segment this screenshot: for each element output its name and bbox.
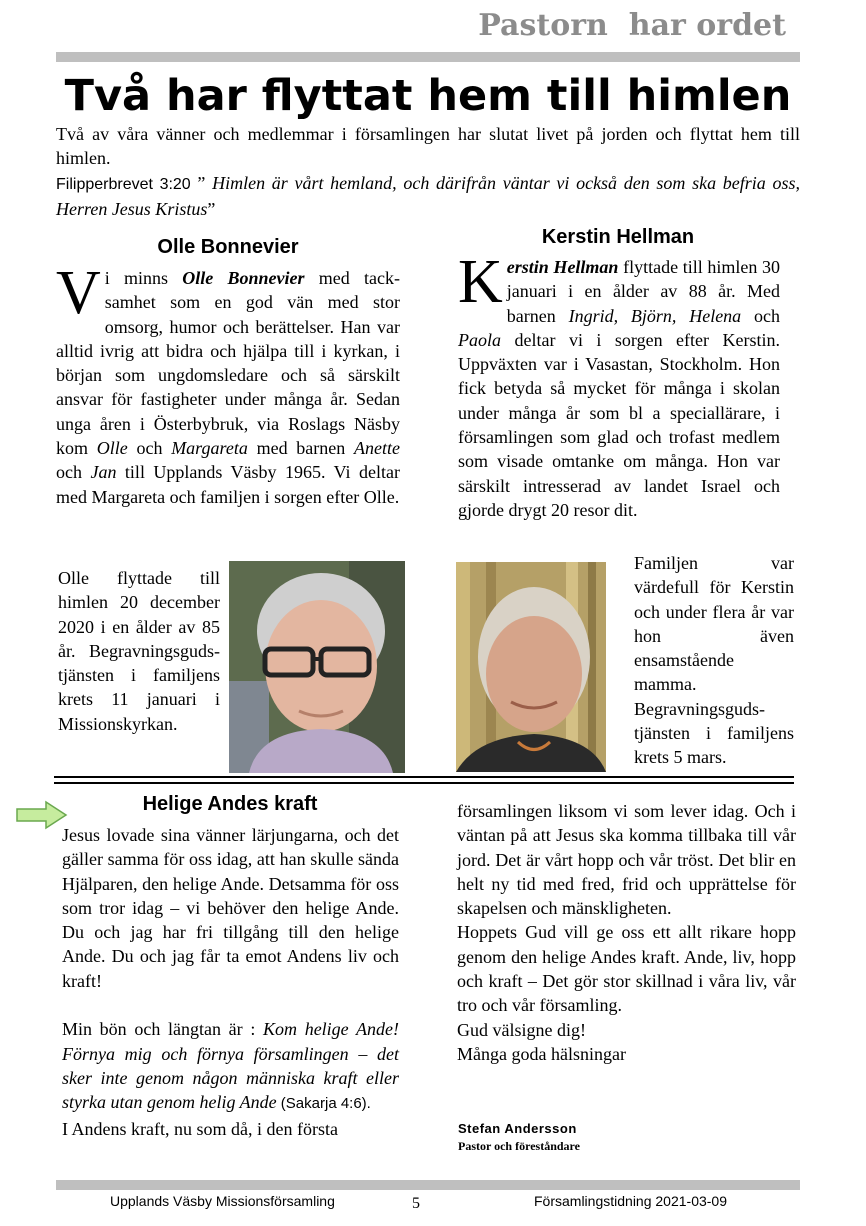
olle-text-part: till Upplands Väsby 1965. Vi deltar med Margareta och familjen i sorgen efter Olle. (56, 462, 401, 507)
blank-line (62, 993, 399, 1017)
right-column-text (457, 799, 796, 1066)
andes-text (62, 823, 399, 1141)
kerstin-heading: Kerstin Hellman (541, 226, 695, 248)
bible-quote: Himlen är vårt hemland, och därifrån väntar vi också den som ska befria oss, Herren Jesus Kristus (56, 172, 800, 219)
footer-rule (56, 1180, 800, 1190)
header-rule (56, 52, 800, 62)
olle-name-italic: Olle (96, 438, 128, 459)
quote-open: ” (190, 172, 213, 193)
bible-reference: Filipperbrevet 3:20 (56, 175, 191, 193)
olle-text-part: och (56, 462, 91, 483)
margareta-name: Margareta (171, 438, 248, 459)
greeting: Många goda hälsningar (457, 1043, 626, 1064)
olle-heading: Olle Bonnevier (157, 236, 299, 258)
kerstin-photo (456, 562, 606, 772)
olle-text-part: i minns (104, 268, 183, 288)
col2-paragraph-1: församlingen liksom vi som lever idag. Och i väntan på att Jesus ska komma tillbaka till vår jord. Det är vårt hopp och vår tröst. Det blir en helt ny tid med fred, frid och upprättelse för skapelsen och mänskligheten. (457, 801, 796, 919)
olle-text-part: med barnen (247, 438, 355, 459)
andes-paragraph-2 (62, 1017, 399, 1116)
arrow-right-icon (16, 800, 68, 830)
intro-paragraph: Två av våra vänner och medlemmar i församlingen har slutat livet på jorden och flyttat hem till himlen. (56, 124, 800, 169)
signature-name: Stefan Andersson (458, 1121, 577, 1136)
intro-text (56, 122, 800, 221)
kerstin-text-part: och (741, 305, 780, 326)
section-divider (54, 782, 794, 784)
signature-title: Pastor och föreståndare (458, 1139, 580, 1153)
andes-heading: Helige Andes kraft (142, 793, 318, 815)
kerstin-text-part: flyttade till himlen 30 januari i en ålder av 88 år. Med barnen (506, 257, 780, 326)
kerstin-text-part: deltar vi i sorgen efter Kerstin. Uppväxten var i Vasastan, Stockholm. Hon fick betyda så mycket för många i skolan under många år som bl a speciallärare, i församlingen som glad och trofast medlem som visade omtanke om många. Hon var särskilt intresserad av landet Israel och gjorde drygt 20 resor dit. (458, 329, 780, 520)
olle-dropcap: V (56, 259, 101, 327)
blessing: Gud välsigne dig! (457, 1019, 586, 1040)
footer-publication: Församlingstidning 2021-03-09 (534, 1193, 727, 1209)
kerstin-text (458, 248, 780, 522)
olle-text-part: med tack-samhet som en god vän med stor omsorg, humor och berättelser. Han var alltid ivrig att bidra och hjälpa till i kyrkan, i början som ungdomsledare och så särskilt ansvar för fastigheter under många år. Sedan unga åren i Österbybruk, via Roslags Näsby kom (56, 268, 401, 459)
prayer-text: Kom helige Ande! Förnya mig och förnya församlingen – det sker inte genom någon människa kraft eller styrka utan genom helig Ande (62, 1019, 400, 1113)
prayer-lead: Min bön och längtan är : (62, 1019, 264, 1040)
olle-name: Olle Bonnevier (182, 268, 305, 288)
paola-name: Paola (458, 329, 501, 350)
olle-details: Olle flyttade till himlen 20 december 2020 i en ålder av 85 år. Begravningsguds-tjänsten i familjens krets 11 januari i Missionskyrkan. (58, 568, 220, 734)
section-divider (54, 776, 794, 778)
page-number: 5 (412, 1195, 420, 1212)
kerstin-dropcap: K (458, 248, 503, 316)
quote-close: ” (207, 198, 216, 219)
kerstin-details: Familjen var värdefull för Kerstin och under flera år var hon även ensamstående mamma. Begravningsguds-tjänsten i familjens krets 5 mars. (634, 553, 794, 768)
jan-name: Jan (90, 462, 117, 483)
olle-text (56, 259, 401, 509)
sakarja-reference: (Sakarja 4:6). (276, 1095, 371, 1113)
main-title: Två har flyttat hem till himlen (64, 71, 792, 121)
col2-paragraph-2: Hoppets Gud vill ge oss ett allt rikare hopp genom den helige Andes kraft. Ande, liv, hopp och kraft – Det gör stor skillnad i våra liv, vår tro och vår församling. (457, 922, 796, 1016)
olle-photo (229, 561, 405, 773)
footer-org: Upplands Väsby Missionsförsamling (110, 1193, 335, 1209)
olle-text-part: och (127, 438, 172, 459)
andes-paragraph-1: Jesus lovade sina vänner lärjungarna, och det gäller samma för oss idag, att han skulle sända Hjälparen, den helige Ande. Detsamma för oss som tror idag – vi behöver den helige Ande. Du och jag har fri tillgång till den helige Ande. Du och jag får ta emot Andens liv och kraft! (62, 825, 399, 991)
section-title: Pastorn har ordet (478, 8, 786, 43)
kerstin-children: Ingrid, Björn, Helena (568, 305, 742, 326)
anette-name: Anette (354, 438, 400, 459)
kerstin-name: erstin Hellman (506, 257, 619, 277)
andes-paragraph-3: I Andens kraft, nu som då, i den första (62, 1118, 338, 1139)
